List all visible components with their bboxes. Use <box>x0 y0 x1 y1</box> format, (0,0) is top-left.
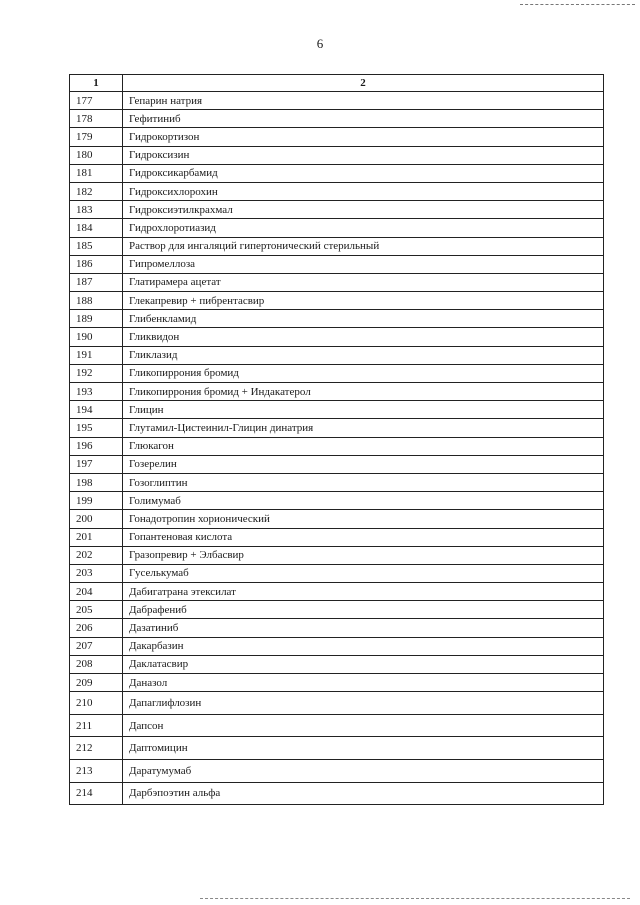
row-name: Гликвидон <box>123 328 604 346</box>
row-number: 180 <box>70 146 123 164</box>
row-name: Глюкагон <box>123 437 604 455</box>
row-number: 183 <box>70 201 123 219</box>
row-number: 208 <box>70 655 123 673</box>
row-number: 187 <box>70 273 123 291</box>
table-row <box>70 201 604 219</box>
row-number: 202 <box>70 546 123 564</box>
row-number: 206 <box>70 619 123 637</box>
row-name: Гразопревир + Элбасвир <box>123 546 604 564</box>
row-name: Гефитиниб <box>123 110 604 128</box>
row-name: Гликлазид <box>123 346 604 364</box>
table-row <box>70 782 604 805</box>
table-row <box>70 219 604 237</box>
table-row <box>70 546 604 564</box>
column-header-number: 1 <box>70 75 123 92</box>
row-name: Гидрохлоротиазид <box>123 219 604 237</box>
table-row <box>70 255 604 273</box>
row-number: 192 <box>70 364 123 382</box>
table-row <box>70 583 604 601</box>
table-row <box>70 510 604 528</box>
row-name: Глицин <box>123 401 604 419</box>
row-name: Даптомицин <box>123 737 604 760</box>
row-number: 181 <box>70 164 123 182</box>
row-number: 186 <box>70 255 123 273</box>
row-number: 209 <box>70 674 123 692</box>
row-name: Гликопиррония бромид <box>123 364 604 382</box>
row-number: 185 <box>70 237 123 255</box>
row-name: Дарбэпоэтин альфа <box>123 782 604 805</box>
table-row <box>70 346 604 364</box>
row-name: Глутамил-Цистеинил-Глицин динатрия <box>123 419 604 437</box>
row-number: 201 <box>70 528 123 546</box>
row-name: Гидроксиэтилкрахмал <box>123 201 604 219</box>
row-number: 196 <box>70 437 123 455</box>
row-number: 177 <box>70 92 123 110</box>
row-number: 193 <box>70 383 123 401</box>
table-row <box>70 637 604 655</box>
row-number: 195 <box>70 419 123 437</box>
row-name: Голимумаб <box>123 492 604 510</box>
row-name: Гидроксихлорохин <box>123 182 604 200</box>
row-number: 189 <box>70 310 123 328</box>
table-row <box>70 528 604 546</box>
row-number: 205 <box>70 601 123 619</box>
table-row <box>70 655 604 673</box>
table-row <box>70 473 604 491</box>
row-name: Гозерелин <box>123 455 604 473</box>
row-name: Гипромеллоза <box>123 255 604 273</box>
row-name: Дабрафениб <box>123 601 604 619</box>
table-row <box>70 455 604 473</box>
row-name: Гуселькумаб <box>123 564 604 582</box>
table-row <box>70 759 604 782</box>
row-name: Гозоглиптин <box>123 473 604 491</box>
row-name: Дакарбазин <box>123 637 604 655</box>
row-name: Гидрокортизон <box>123 128 604 146</box>
table-header-row <box>70 75 604 92</box>
medication-table <box>69 74 604 805</box>
row-number: 190 <box>70 328 123 346</box>
table-row <box>70 146 604 164</box>
bottom-scan-rule <box>200 898 630 899</box>
row-name: Глекапревир + пибрентасвир <box>123 292 604 310</box>
table-row <box>70 737 604 760</box>
row-number: 211 <box>70 714 123 737</box>
row-number: 179 <box>70 128 123 146</box>
row-number: 199 <box>70 492 123 510</box>
column-header-name: 2 <box>123 75 604 92</box>
row-number: 182 <box>70 182 123 200</box>
row-name: Гидроксизин <box>123 146 604 164</box>
table-row <box>70 164 604 182</box>
table-row <box>70 419 604 437</box>
table-row <box>70 437 604 455</box>
row-number: 204 <box>70 583 123 601</box>
row-name: Дабигатрана этексилат <box>123 583 604 601</box>
table-row <box>70 383 604 401</box>
row-number: 197 <box>70 455 123 473</box>
row-number: 213 <box>70 759 123 782</box>
table-row <box>70 692 604 715</box>
row-number: 194 <box>70 401 123 419</box>
row-number: 203 <box>70 564 123 582</box>
page-number: 6 <box>316 36 324 51</box>
row-name: Дапсон <box>123 714 604 737</box>
row-name: Даклатасвир <box>123 655 604 673</box>
table-row <box>70 273 604 291</box>
table-row <box>70 492 604 510</box>
row-number: 191 <box>70 346 123 364</box>
row-name: Гепарин натрия <box>123 92 604 110</box>
table-row <box>70 237 604 255</box>
row-number: 200 <box>70 510 123 528</box>
row-number: 178 <box>70 110 123 128</box>
row-number: 184 <box>70 219 123 237</box>
table-row <box>70 110 604 128</box>
table-row <box>70 564 604 582</box>
table-body <box>70 92 604 805</box>
row-number: 210 <box>70 692 123 715</box>
table-row <box>70 328 604 346</box>
row-name: Дапаглифлозин <box>123 692 604 715</box>
row-name: Даназол <box>123 674 604 692</box>
table-row <box>70 292 604 310</box>
row-name: Раствор для ингаляций гипертонический стерильный <box>123 237 604 255</box>
top-scan-rule <box>520 4 635 5</box>
row-name: Гликопиррония бромид + Индакатерол <box>123 383 604 401</box>
row-name: Дазатиниб <box>123 619 604 637</box>
row-number: 198 <box>70 473 123 491</box>
row-name: Глатирамера ацетат <box>123 273 604 291</box>
row-name: Гопантеновая кислота <box>123 528 604 546</box>
row-name: Глибенкламид <box>123 310 604 328</box>
table-row <box>70 182 604 200</box>
row-name: Гонадотропин хорионический <box>123 510 604 528</box>
table-row <box>70 401 604 419</box>
row-number: 214 <box>70 782 123 805</box>
row-name: Гидроксикарбамид <box>123 164 604 182</box>
table-row <box>70 714 604 737</box>
table-row <box>70 619 604 637</box>
row-number: 188 <box>70 292 123 310</box>
row-number: 212 <box>70 737 123 760</box>
table-row <box>70 92 604 110</box>
row-name: Даратумумаб <box>123 759 604 782</box>
table-row <box>70 128 604 146</box>
row-number: 207 <box>70 637 123 655</box>
table-row <box>70 364 604 382</box>
table-row <box>70 674 604 692</box>
table-row <box>70 601 604 619</box>
table-row <box>70 310 604 328</box>
